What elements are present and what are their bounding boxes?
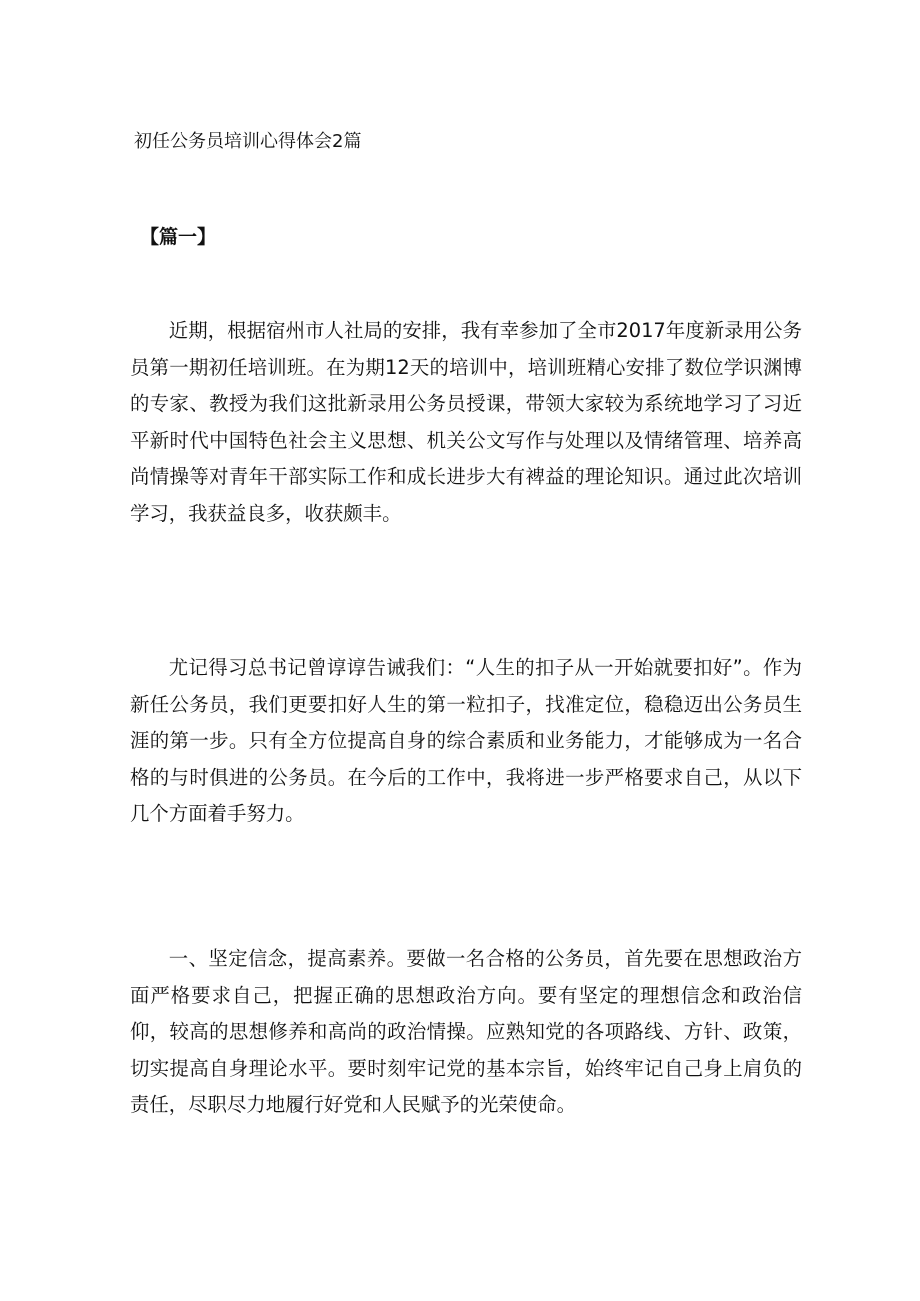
paragraph-point-one: 一、坚定信念，提高素养。要做一名合格的公务员，首先要在思想政治方面严格要求自己，把握正确的思想政治方向。要有坚定的理想信念和政治信仰，较高的思想修养和高尚的政治情操。应熟知党的各项路线、方针、政策，切实提高自身理论水平。要时刻牢记党的基本宗旨，始终牢记自己身上肩负的责任，尽职尽力地履行好党和人民赋予的光荣使命。 [130, 947, 802, 1116]
paragraph-quote: 尤记得习总书记曾谆谆告诫我们：“人生的扣子从一开始就要扣好”。作为新任公务员，我们更要扣好人生的第一粒扣子，找准定位，稳稳迈出公务员生涯的第一步。只有全方位提高自身的综合素质和业务能力，才能够成为一名合格的与时俱进的公务员。在今后的工作中，我将进一步严格要求自己，从以下几个方面着手努力。 [130, 656, 802, 825]
section-heading: 【篇一】 [140, 226, 217, 248]
paragraph-intro: 近期，根据宿州市人社局的安排，我有幸参加了全市2017年度新录用公务员第一期初任培训班。在为期12天的培训中，培训班精心安排了数位学识渊博的专家、教授为我们这批新录用公务员授课，带领大家较为系统地学习了习近平新时代中国特色社会主义思想、机关公文写作与处理以及情绪管理、培养高尚情操等对青年干部实际工作和成长进步大有裨益的理论知识。通过此次培训学习，我获益良多，收获颇丰。 [130, 319, 802, 525]
document-title: 初任公务员培训心得体会2篇 [134, 131, 362, 152]
